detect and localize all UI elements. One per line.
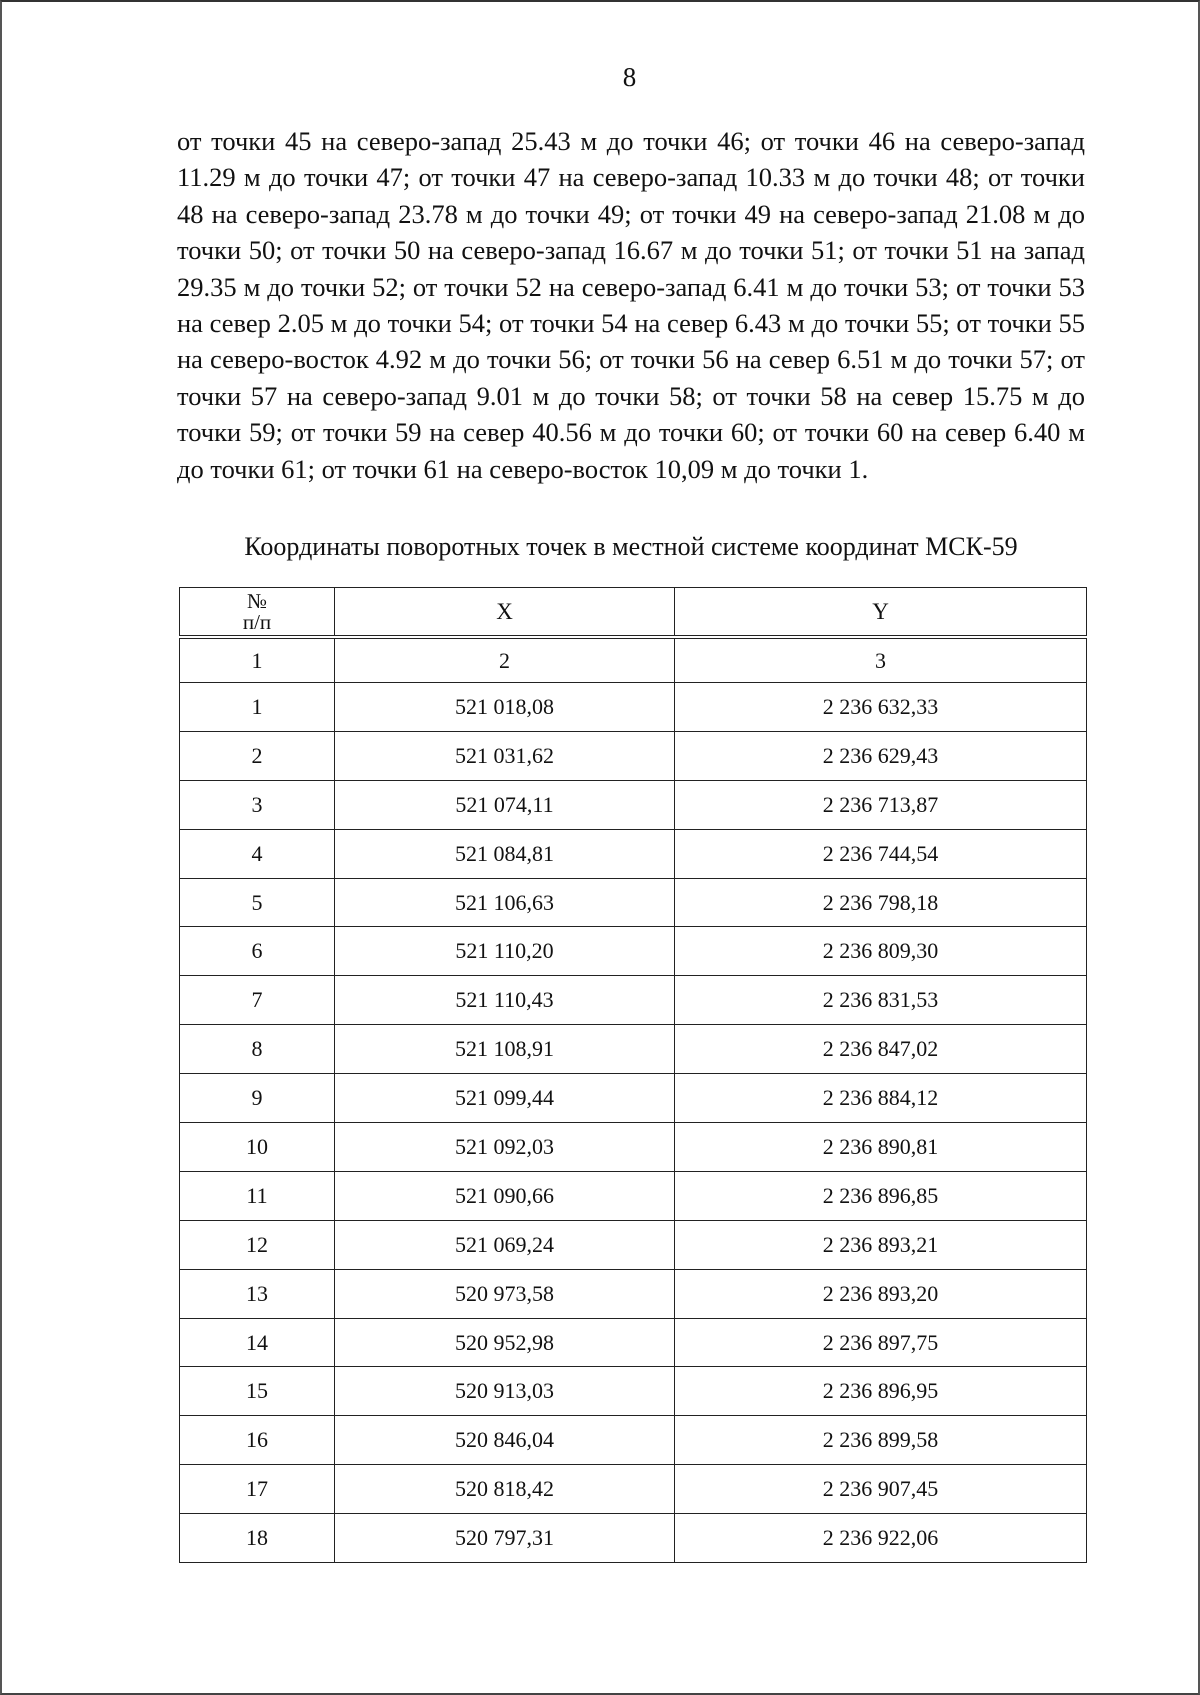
point-number-cell: 4 (180, 829, 335, 878)
x-coordinate-cell: 520 797,31 (335, 1514, 675, 1563)
y-coordinate-cell: 2 236 831,53 (675, 976, 1087, 1025)
x-coordinate-cell: 521 090,66 (335, 1171, 675, 1220)
x-coordinate-cell: 521 069,24 (335, 1220, 675, 1269)
table-row (180, 1123, 1087, 1172)
y-coordinate-cell: 2 236 847,02 (675, 1025, 1087, 1074)
table-row (180, 829, 1087, 878)
table-row (180, 878, 1087, 927)
header-number (180, 588, 335, 638)
y-coordinate-cell: 2 236 890,81 (675, 1123, 1087, 1172)
table-row (180, 1220, 1087, 1269)
column-number: 3 (675, 637, 1087, 683)
y-coordinate-cell: 2 236 884,12 (675, 1074, 1087, 1123)
point-number-cell: 6 (180, 927, 335, 976)
point-number-cell: 1 (180, 683, 335, 732)
y-coordinate-cell: 2 236 897,75 (675, 1318, 1087, 1367)
y-coordinate-cell: 2 236 922,06 (675, 1514, 1087, 1563)
x-coordinate-cell: 521 099,44 (335, 1074, 675, 1123)
table-row (180, 1025, 1087, 1074)
header-number-abbrev: п/п (242, 609, 272, 634)
x-coordinate-cell: 520 913,03 (335, 1367, 675, 1416)
table-row (180, 1074, 1087, 1123)
table-row (180, 1514, 1087, 1563)
table-row (180, 1416, 1087, 1465)
table-row (180, 780, 1087, 829)
x-coordinate-cell: 521 031,62 (335, 731, 675, 780)
table-row (180, 927, 1087, 976)
point-number-cell: 12 (180, 1220, 335, 1269)
point-number-cell: 2 (180, 731, 335, 780)
y-coordinate-cell: 2 236 899,58 (675, 1416, 1087, 1465)
x-coordinate-cell: 521 084,81 (335, 829, 675, 878)
y-coordinate-cell: 2 236 893,20 (675, 1269, 1087, 1318)
point-number-cell: 13 (180, 1269, 335, 1318)
table-row (180, 1367, 1087, 1416)
x-coordinate-cell: 521 018,08 (335, 683, 675, 732)
y-coordinate-cell: 2 236 798,18 (675, 878, 1087, 927)
x-coordinate-cell: 521 110,43 (335, 976, 675, 1025)
column-number: 2 (335, 637, 675, 683)
table-row (180, 1318, 1087, 1367)
point-number-cell: 17 (180, 1465, 335, 1514)
coordinates-table (179, 587, 1087, 1563)
point-number-cell: 15 (180, 1367, 335, 1416)
point-number-cell: 7 (180, 976, 335, 1025)
point-number-cell: 16 (180, 1416, 335, 1465)
point-number-cell: 10 (180, 1123, 335, 1172)
column-number-row (180, 637, 1087, 683)
x-coordinate-cell: 521 074,11 (335, 780, 675, 829)
coordinates-table-body (180, 683, 1087, 1563)
x-coordinate-cell: 521 092,03 (335, 1123, 675, 1172)
point-number-cell: 5 (180, 878, 335, 927)
table-row (180, 1465, 1087, 1514)
y-coordinate-cell: 2 236 809,30 (675, 927, 1087, 976)
point-number-cell: 3 (180, 780, 335, 829)
table-caption: Координаты поворотных точек в местной системе координат МСК-59 (244, 532, 1018, 561)
header-x: X (335, 588, 675, 638)
y-coordinate-cell: 2 236 896,95 (675, 1367, 1087, 1416)
y-coordinate-cell: 2 236 896,85 (675, 1171, 1087, 1220)
point-number-cell: 14 (180, 1318, 335, 1367)
table-row (180, 1269, 1087, 1318)
table-row (180, 731, 1087, 780)
table-header-row (180, 588, 1087, 638)
x-coordinate-cell: 520 952,98 (335, 1318, 675, 1367)
x-coordinate-cell: 521 106,63 (335, 878, 675, 927)
table-row (180, 683, 1087, 732)
point-number-cell: 18 (180, 1514, 335, 1563)
boundary-description-paragraph: от точки 45 на северо-запад 25.43 м до точки 46; от точки 46 на северо-запад 11.29 м до точки 47; от точки 47 на северо-запад 10.33 м до точки 48; от точки 48 на северо-запад 23.78 м до точки 49; от точки 49 на северо-запад 21.08 м до точки 50; от точки 50 на северо-запад 16.67 м до точки 51; от точки 51 на запад 29.35 м до точки 52; от точки 52 на северо-запад 6.41 м до точки 53; от точки 53 на север 2.05 м до точки 54; от точки 54 на север 6.43 м до точки 55; от точки 55 на северо-восток 4.92 м до точки 56; от точки 56 на север 6.51 м до точки 57; от точки 57 на северо-запад 9.01 м до точки 58; от точки 58 на север 15.75 м до точки 59; от точки 59 на север 40.56 м до точки 60; от точки 60 на север 6.40 м до точки 61; от точки 61 на северо-восток 10,09 м до точки 1. (177, 126, 1085, 484)
header-y: Y (675, 588, 1087, 638)
page-number: 8 (622, 62, 637, 92)
y-coordinate-cell: 2 236 893,21 (675, 1220, 1087, 1269)
table-row (180, 976, 1087, 1025)
y-coordinate-cell: 2 236 744,54 (675, 829, 1087, 878)
table-row (180, 1171, 1087, 1220)
point-number-cell: 11 (180, 1171, 335, 1220)
x-coordinate-cell: 521 110,20 (335, 927, 675, 976)
y-coordinate-cell: 2 236 629,43 (675, 731, 1087, 780)
y-coordinate-cell: 2 236 713,87 (675, 780, 1087, 829)
y-coordinate-cell: 2 236 632,33 (675, 683, 1087, 732)
x-coordinate-cell: 520 846,04 (335, 1416, 675, 1465)
column-number: 1 (180, 637, 335, 683)
x-coordinate-cell: 521 108,91 (335, 1025, 675, 1074)
x-coordinate-cell: 520 818,42 (335, 1465, 675, 1514)
y-coordinate-cell: 2 236 907,45 (675, 1465, 1087, 1514)
x-coordinate-cell: 520 973,58 (335, 1269, 675, 1318)
header-number-symbol: № (246, 588, 268, 613)
point-number-cell: 8 (180, 1025, 335, 1074)
point-number-cell: 9 (180, 1074, 335, 1123)
